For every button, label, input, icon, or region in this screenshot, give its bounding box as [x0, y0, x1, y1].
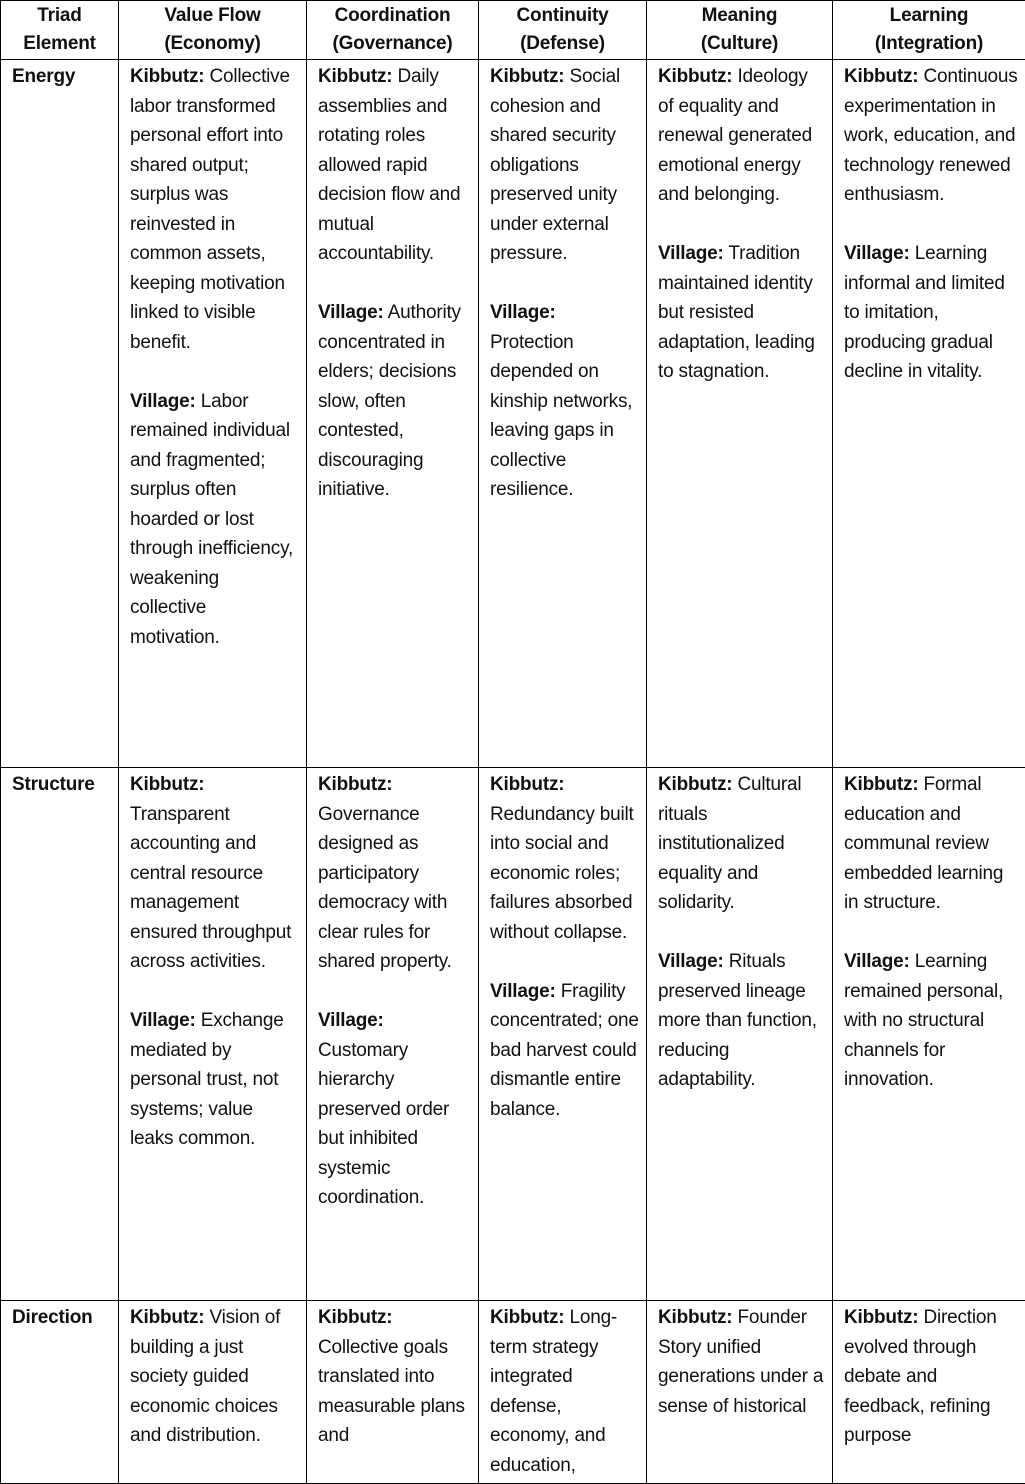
village-label: Village:	[130, 1010, 196, 1031]
header-triad-element	[1, 1, 119, 60]
header-learning	[833, 1, 1025, 60]
kibbutz-text: Daily assemblies and rotating roles allowed rapid decision flow and mutual accountability.	[318, 66, 461, 264]
table-row-direction	[1, 1301, 1025, 1484]
village-label: Village:	[490, 980, 556, 1002]
kibbutz-label: Kibbutz:	[490, 1307, 565, 1328]
village-text: Tradition maintained identity but resisted adaptation, leading to stagnation.	[658, 243, 815, 382]
header-line1: Continuity	[516, 5, 609, 26]
village-entry	[490, 977, 640, 1125]
kibbutz-label: Kibbutz:	[318, 1307, 393, 1328]
kibbutz-label: Kibbutz:	[318, 774, 393, 795]
table-cell-learning	[833, 768, 1025, 1301]
village-text: Fragility concentrated; one bad harvest could dismantle entire balance.	[490, 980, 639, 1120]
village-entry	[658, 239, 826, 387]
kibbutz-text: Collective labor transformed personal effort into shared output; surplus was reinvested in common assets, keeping motivation linked to visible benefit.	[130, 66, 290, 353]
header-line1: Value Flow	[164, 5, 261, 26]
kibbutz-label: Kibbutz:	[844, 774, 919, 795]
kibbutz-text: Ideology of equality and renewal generated emotional energy and belonging.	[658, 66, 812, 205]
kibbutz-text: Redundancy built into social and economic roles; failures absorbed without collapse.	[490, 803, 634, 943]
village-text: Learning informal and limited to imitation, producing gradual decline in vitality.	[844, 243, 1005, 382]
village-label: Village:	[658, 951, 724, 972]
header-line2: (Economy)	[164, 33, 261, 54]
table-cell-continuity	[479, 1301, 647, 1484]
table-cell-meaning	[647, 60, 833, 768]
kibbutz-label: Kibbutz:	[130, 66, 205, 87]
village-entry	[130, 1006, 300, 1154]
table-cell-learning	[833, 1301, 1025, 1484]
kibbutz-entry	[658, 770, 826, 918]
kibbutz-entry	[658, 62, 826, 210]
village-entry	[318, 1006, 472, 1213]
header-meaning	[647, 1, 833, 60]
header-line1: Meaning	[701, 5, 778, 26]
kibbutz-label: Kibbutz:	[130, 1307, 205, 1328]
kibbutz-text: Formal education and communal review embedded learning in structure.	[844, 774, 1004, 913]
row-label: Energy	[1, 60, 119, 768]
kibbutz-text: Long-term strategy integrated defense, economy, and education,	[490, 1307, 618, 1476]
kibbutz-text: Vision of building a just society guided economic choices and distribution.	[130, 1307, 281, 1446]
table-cell-coordination	[307, 768, 479, 1301]
kibbutz-entry	[130, 62, 300, 357]
kibbutz-label: Kibbutz:	[658, 774, 733, 795]
header-line2: (Defense)	[520, 33, 605, 54]
kibbutz-text: Founder Story unified generations under a sense of historical	[658, 1307, 824, 1417]
kibbutz-entry	[658, 1303, 826, 1421]
kibbutz-text: Continuous experimentation in work, education, and technology renewed enthusiasm.	[844, 66, 1018, 205]
kibbutz-entry	[318, 62, 472, 269]
header-line1: Coordination	[334, 5, 451, 26]
kibbutz-label: Kibbutz:	[658, 66, 733, 87]
village-entry	[658, 947, 826, 1095]
kibbutz-text: Direction evolved through debate and feedback, refining purpose	[844, 1307, 997, 1446]
kibbutz-entry	[844, 1303, 1019, 1451]
village-label: Village:	[490, 302, 556, 323]
kibbutz-entry	[490, 770, 640, 947]
kibbutz-entry	[844, 770, 1019, 918]
table-cell-continuity	[479, 768, 647, 1301]
table-cell-value-flow	[119, 1301, 307, 1484]
header-line2: Element	[23, 33, 96, 54]
table-cell-continuity	[479, 60, 647, 768]
kibbutz-label: Kibbutz:	[318, 66, 393, 87]
kibbutz-text: Cultural rituals institutionalized equality and solidarity.	[658, 774, 802, 913]
table-row-energy	[1, 60, 1025, 768]
kibbutz-label: Kibbutz:	[844, 66, 919, 87]
header-line2: (Integration)	[874, 33, 984, 54]
village-label: Village:	[844, 243, 910, 264]
kibbutz-entry	[318, 770, 472, 977]
kibbutz-entry	[130, 770, 300, 977]
header-continuity	[479, 1, 647, 60]
village-text: Exchange mediated by personal trust, not systems; value leaks common.	[130, 1010, 284, 1149]
table-cell-meaning	[647, 768, 833, 1301]
table-row-structure	[1, 768, 1025, 1301]
kibbutz-entry	[130, 1303, 300, 1451]
village-label: Village:	[318, 302, 384, 323]
kibbutz-text: Social cohesion and shared security obligations preserved unity under external pressure.	[490, 66, 621, 264]
kibbutz-text: Collective goals translated into measurable plans and	[318, 1336, 465, 1446]
header-line2: (Culture)	[700, 33, 779, 54]
header-line1: Learning	[889, 5, 969, 26]
village-text: Authority concentrated in elders; decisions slow, often contested, discouraging initiative.	[318, 302, 461, 500]
village-entry	[130, 387, 300, 653]
kibbutz-text: Governance designed as participatory democracy with clear rules for shared property.	[318, 803, 452, 972]
village-entry	[844, 239, 1019, 387]
header-row	[1, 1, 1025, 60]
kibbutz-label: Kibbutz:	[490, 774, 565, 795]
village-entry	[318, 298, 472, 505]
row-label: Direction	[1, 1301, 119, 1484]
table-cell-value-flow	[119, 768, 307, 1301]
village-label: Village:	[318, 1010, 384, 1031]
kibbutz-label: Kibbutz:	[130, 774, 205, 795]
village-text: Learning remained personal, with no structural channels for innovation.	[844, 951, 1004, 1090]
table-cell-coordination	[307, 1301, 479, 1484]
kibbutz-label: Kibbutz:	[844, 1307, 919, 1328]
kibbutz-text: Transparent accounting and central resource management ensured throughput across activities.	[130, 803, 292, 972]
kibbutz-entry	[490, 62, 640, 269]
village-entry	[490, 298, 640, 505]
village-entry	[844, 947, 1019, 1095]
village-text: Rituals preserved lineage more than function, reducing adaptability.	[658, 951, 817, 1090]
row-label: Structure	[1, 768, 119, 1301]
village-text: Customary hierarchy preserved order but inhibited systemic coordination.	[318, 1039, 450, 1208]
table-cell-coordination	[307, 60, 479, 768]
kibbutz-entry	[318, 1303, 472, 1451]
header-value-flow	[119, 1, 307, 60]
village-label: Village:	[844, 951, 910, 972]
kibbutz-label: Kibbutz:	[658, 1307, 733, 1328]
village-text: Labor remained individual and fragmented; surplus often hoarded or lost through inefficiency, weakening collective motivation.	[130, 390, 294, 648]
header-line2: (Governance)	[332, 33, 453, 54]
kibbutz-entry	[490, 1303, 640, 1480]
header-line1: Triad	[37, 5, 82, 26]
village-label: Village:	[658, 243, 724, 264]
table-cell-learning	[833, 60, 1025, 768]
village-text: Protection depended on kinship networks, leaving gaps in collective resilience.	[490, 331, 633, 500]
village-label: Village:	[130, 390, 196, 412]
header-coordination	[307, 1, 479, 60]
kibbutz-entry	[844, 62, 1019, 210]
table-cell-meaning	[647, 1301, 833, 1484]
table-cell-value-flow	[119, 60, 307, 768]
kibbutz-label: Kibbutz:	[490, 66, 565, 87]
